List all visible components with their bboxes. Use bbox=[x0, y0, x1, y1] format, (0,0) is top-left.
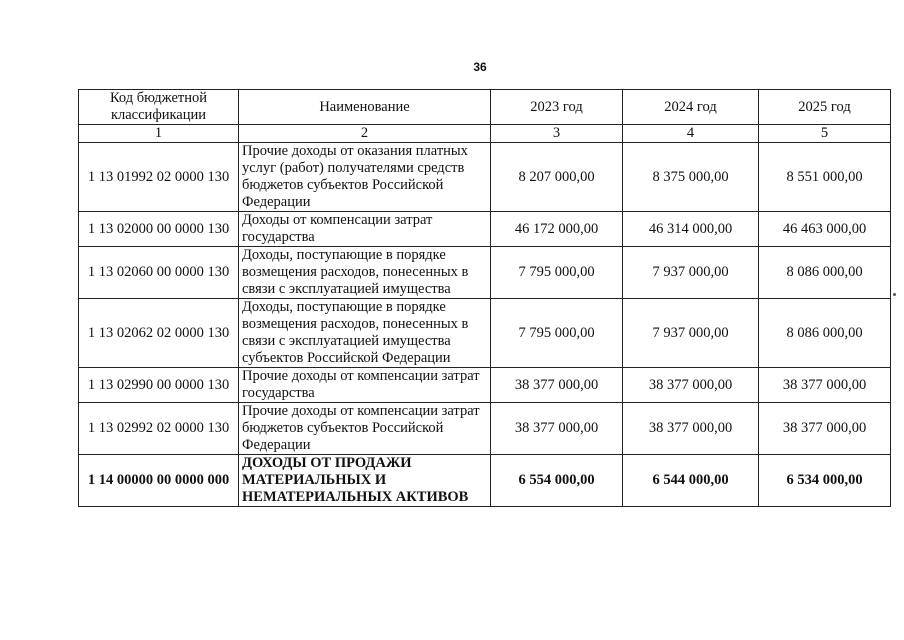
row-value-2025: 38 377 000,00 bbox=[759, 368, 891, 403]
row-value-2023: 7 795 000,00 bbox=[491, 299, 623, 368]
header-2023: 2023 год bbox=[491, 90, 623, 125]
row-value-2025: 8 551 000,00 bbox=[759, 143, 891, 212]
row-value-2024: 7 937 000,00 bbox=[623, 299, 759, 368]
table-row bbox=[79, 212, 891, 247]
column-number: 1 bbox=[79, 125, 239, 143]
row-value-2023: 38 377 000,00 bbox=[491, 368, 623, 403]
row-value-2024: 38 377 000,00 bbox=[623, 368, 759, 403]
page-number: 36 bbox=[473, 60, 487, 74]
row-value-2024: 38 377 000,00 bbox=[623, 403, 759, 455]
row-name: Доходы, поступающие в порядке возмещения расходов, понесенных в связи с эксплуатацией имущества bbox=[239, 247, 491, 299]
row-name: Доходы, поступающие в порядке возмещения расходов, понесенных в связи с эксплуатацией имущества субъектов Российской Федерации bbox=[239, 299, 491, 368]
row-value-2024: 6 544 000,00 bbox=[623, 455, 759, 507]
header-2025: 2025 год bbox=[759, 90, 891, 125]
row-value-2024: 46 314 000,00 bbox=[623, 212, 759, 247]
table-row bbox=[79, 403, 891, 455]
row-code: 1 13 02000 00 0000 130 bbox=[79, 212, 239, 247]
row-name: Прочие доходы от компенсации затрат государства bbox=[239, 368, 491, 403]
column-number: 3 bbox=[491, 125, 623, 143]
row-value-2023: 38 377 000,00 bbox=[491, 403, 623, 455]
row-value-2025: 8 086 000,00 bbox=[759, 247, 891, 299]
row-value-2025: 46 463 000,00 bbox=[759, 212, 891, 247]
table-row bbox=[79, 247, 891, 299]
row-value-2023: 46 172 000,00 bbox=[491, 212, 623, 247]
column-number: 4 bbox=[623, 125, 759, 143]
row-value-2023: 7 795 000,00 bbox=[491, 247, 623, 299]
row-value-2023: 8 207 000,00 bbox=[491, 143, 623, 212]
row-value-2025: 8 086 000,00 bbox=[759, 299, 891, 368]
table-row bbox=[79, 455, 891, 507]
row-code: 1 13 02992 02 0000 130 bbox=[79, 403, 239, 455]
row-code: 1 13 02060 00 0000 130 bbox=[79, 247, 239, 299]
row-name: ДОХОДЫ ОТ ПРОДАЖИ МАТЕРИАЛЬНЫХ И НЕМАТЕРИАЛЬНЫХ АКТИВОВ bbox=[239, 455, 491, 507]
row-value-2025: 6 534 000,00 bbox=[759, 455, 891, 507]
table-row bbox=[79, 368, 891, 403]
column-number: 5 bbox=[759, 125, 891, 143]
row-value-2023: 6 554 000,00 bbox=[491, 455, 623, 507]
row-value-2025: 38 377 000,00 bbox=[759, 403, 891, 455]
scan-speck bbox=[893, 293, 896, 296]
column-number: 2 bbox=[239, 125, 491, 143]
row-name: Прочие доходы от компенсации затрат бюджетов субъектов Российской Федерации bbox=[239, 403, 491, 455]
budget-table bbox=[78, 89, 891, 507]
header-2024: 2024 год bbox=[623, 90, 759, 125]
table-row bbox=[79, 143, 891, 212]
row-code: 1 13 02990 00 0000 130 bbox=[79, 368, 239, 403]
row-name: Прочие доходы от оказания платных услуг (работ) получателями средств бюджетов субъектов Российской Федерации bbox=[239, 143, 491, 212]
row-code: 1 13 02062 02 0000 130 bbox=[79, 299, 239, 368]
table-row bbox=[79, 299, 891, 368]
header-code: Код бюджетной классификации bbox=[79, 90, 239, 125]
row-value-2024: 7 937 000,00 bbox=[623, 247, 759, 299]
row-value-2024: 8 375 000,00 bbox=[623, 143, 759, 212]
row-code: 1 13 01992 02 0000 130 bbox=[79, 143, 239, 212]
row-code: 1 14 00000 00 0000 000 bbox=[79, 455, 239, 507]
row-name: Доходы от компенсации затрат государства bbox=[239, 212, 491, 247]
header-name: Наименование bbox=[239, 90, 491, 125]
